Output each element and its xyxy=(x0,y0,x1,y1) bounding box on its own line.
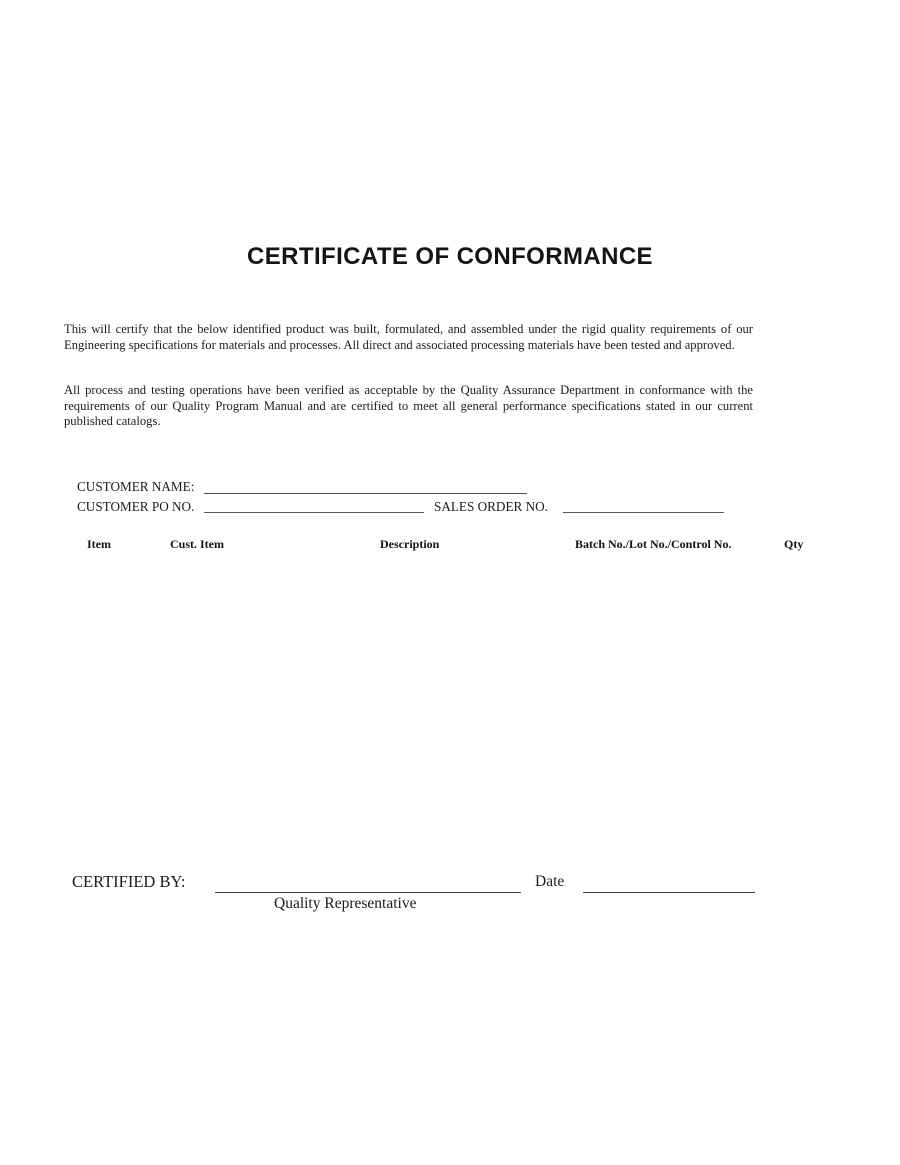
date-fill-line xyxy=(583,892,755,893)
sales-order-label: SALES ORDER NO. xyxy=(434,499,548,514)
table-header-item: Item xyxy=(87,537,111,551)
certification-paragraph-1: This will certify that the below identified product was built, formulated, and assembled under the rigid quality requirements of our Engineering specifications for materials and processes. All direct and associated processing materials have been tested and approved. xyxy=(64,322,753,352)
table-header-cust-item: Cust. Item xyxy=(170,537,224,551)
customer-name-fill-line xyxy=(204,493,527,494)
customer-po-label: CUSTOMER PO NO. xyxy=(77,499,195,514)
customer-po-fill-line xyxy=(204,512,424,513)
table-header-description: Description xyxy=(380,537,440,551)
table-header-batch-lot-control-no: Batch No./Lot No./Control No. xyxy=(575,537,732,551)
date-label: Date xyxy=(535,873,565,890)
signer-title: Quality Representative xyxy=(274,895,417,912)
certified-by-signature-line xyxy=(215,892,521,893)
document-title: CERTIFICATE OF CONFORMANCE xyxy=(247,243,653,270)
certification-paragraph-2: All process and testing operations have been verified as acceptable by the Quality Assurance Department in conformance with the requirements of our Quality Program Manual and are certified to meet all general performance specifications stated in our current published catalogs. xyxy=(64,383,753,429)
certified-by-label: CERTIFIED BY: xyxy=(72,872,186,891)
customer-name-label: CUSTOMER NAME: xyxy=(77,479,195,494)
sales-order-fill-line xyxy=(563,512,724,513)
table-header-qty: Qty xyxy=(784,537,804,551)
table-body-empty xyxy=(64,560,753,860)
